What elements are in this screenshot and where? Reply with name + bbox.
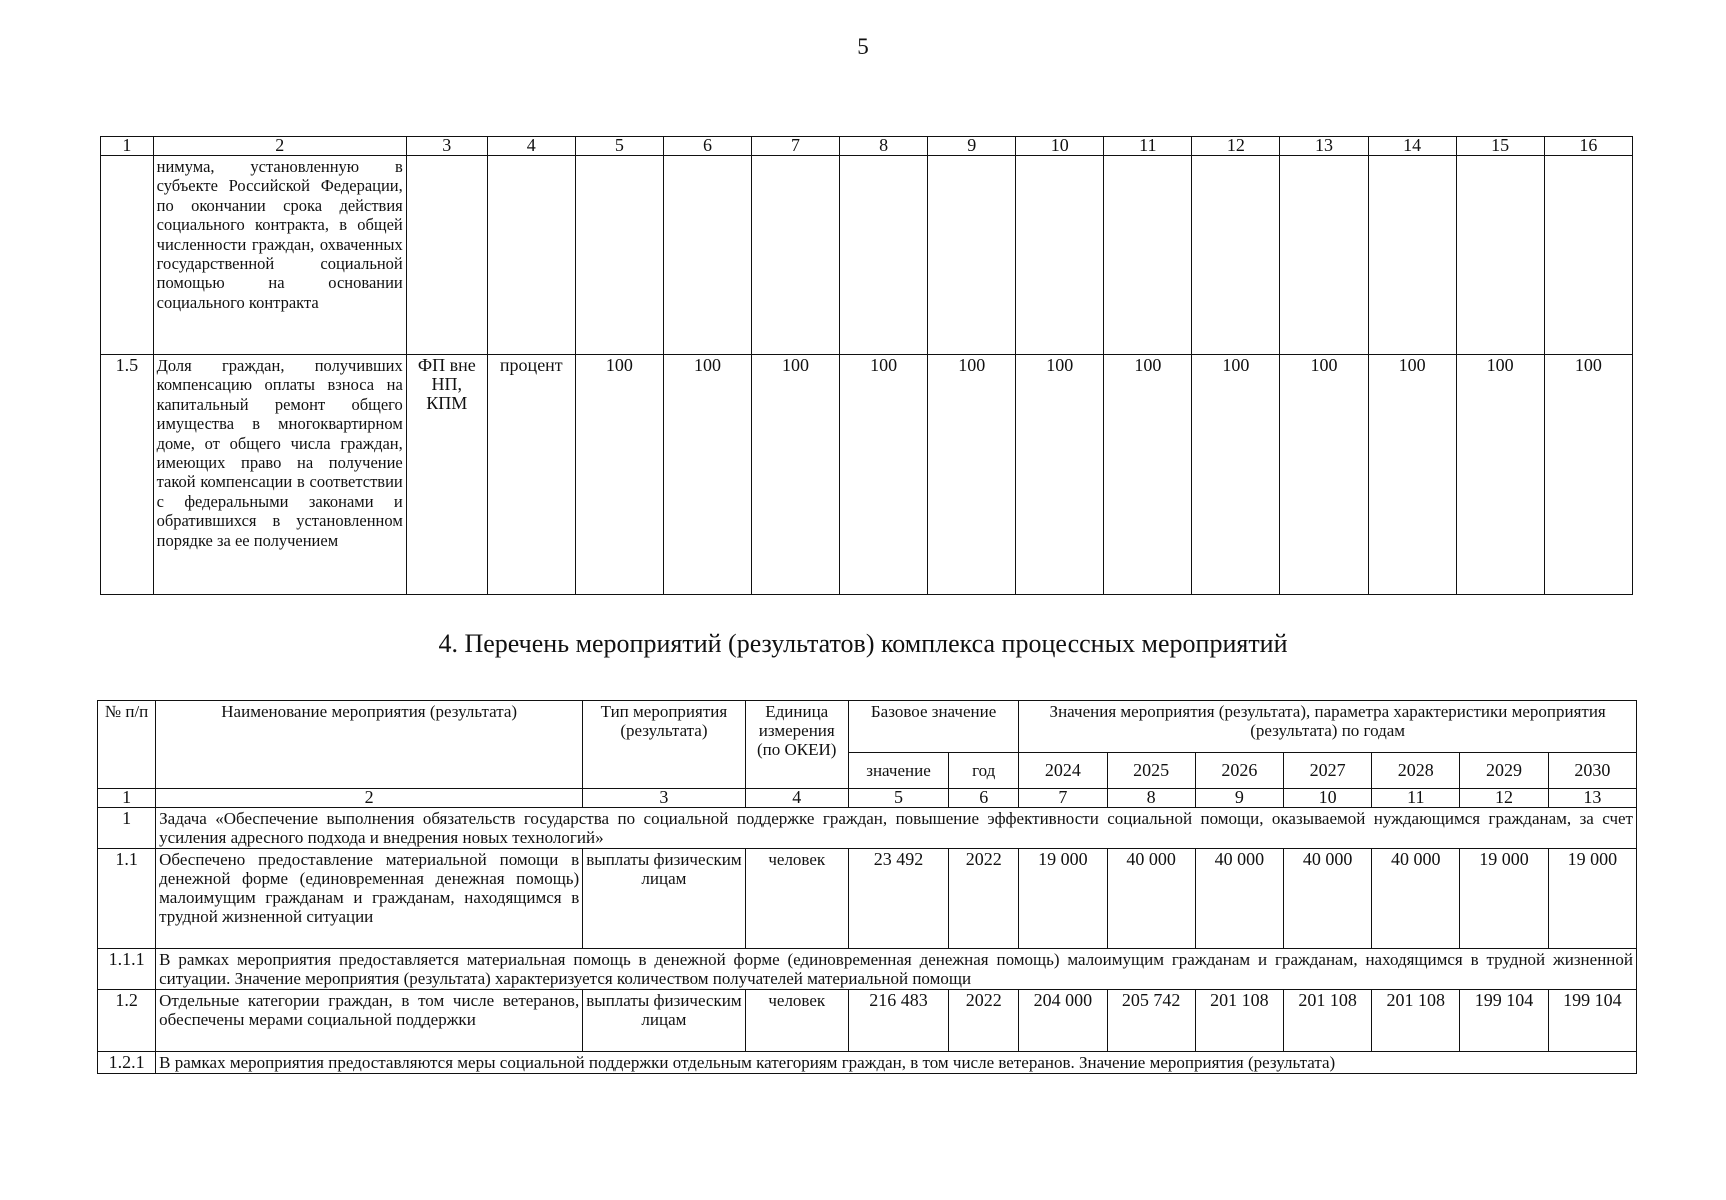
indicator-name: нимума, установленную в субъекте Российской Федерации, по окончании срока действия социального контракта, в общей численности граждан, охваченных государственной социальной помощью на основании социального контракта <box>153 156 406 355</box>
table-row <box>98 849 1637 949</box>
year-value: 40 000 <box>1107 849 1195 949</box>
column-number: 5 <box>848 789 948 808</box>
indicators-table <box>100 136 1633 595</box>
indicator-value <box>840 156 928 355</box>
column-number: 13 <box>1548 789 1636 808</box>
activity-name: Обеспечено предоставление материальной помощи в денежной форме (единовременная денежная помощь) малоимущим гражданам и гражданам, находящимся в трудной жизненной ситуации <box>156 849 583 949</box>
column-number-row <box>101 137 1633 156</box>
task-row <box>98 808 1637 849</box>
note-number: 1.2.1 <box>98 1052 156 1074</box>
column-number: 2 <box>156 789 583 808</box>
indicator-value <box>1104 156 1192 355</box>
activity-type: выплаты физическим лицам <box>583 849 745 949</box>
row-number <box>101 156 154 355</box>
header-year: 2030 <box>1548 753 1636 789</box>
column-number: 8 <box>1107 789 1195 808</box>
column-number: 4 <box>487 137 575 156</box>
year-value: 40 000 <box>1372 849 1460 949</box>
year-value: 205 742 <box>1107 990 1195 1052</box>
base-value: 216 483 <box>848 990 948 1052</box>
header-unit: Единица измерения (по ОКЕИ) <box>745 701 848 789</box>
column-number: 3 <box>406 137 487 156</box>
year-value: 19 000 <box>1019 849 1107 949</box>
column-number: 16 <box>1544 137 1632 156</box>
indicator-value: 100 <box>1368 355 1456 595</box>
column-number: 7 <box>1019 789 1107 808</box>
column-number-row <box>98 789 1637 808</box>
indicator-value: 100 <box>1104 355 1192 595</box>
indicator-source <box>406 156 487 355</box>
header-year: 2024 <box>1019 753 1107 789</box>
indicator-value <box>575 156 663 355</box>
year-value: 201 108 <box>1283 990 1371 1052</box>
indicator-value: 100 <box>928 355 1016 595</box>
activity-type: выплаты физическим лицам <box>583 990 745 1052</box>
indicator-value: 100 <box>663 355 751 595</box>
indicator-value <box>1456 156 1544 355</box>
year-value: 40 000 <box>1195 849 1283 949</box>
column-number: 14 <box>1368 137 1456 156</box>
indicator-value: 100 <box>840 355 928 595</box>
indicator-name: Доля граждан, получивших компенсацию оплаты взноса на капитальный ремонт общего имущества в многоквартирном доме, от общего числа граждан, имеющих право на получение такой компенсации в соответствии с федеральными законами и обратившихся в установленном порядке за ее получением <box>153 355 406 595</box>
indicator-unit: процент <box>487 355 575 595</box>
task-text: Задача «Обеспечение выполнения обязательств государства по социальной поддержке граждан, повышение эффективности социальной помощи, оказываемой нуждающимся гражданам, за счет усиления адресного подхода и внедрения новых технологий» <box>156 808 1637 849</box>
activity-unit: человек <box>745 849 848 949</box>
column-number: 1 <box>101 137 154 156</box>
indicator-value <box>1368 156 1456 355</box>
column-number: 6 <box>663 137 751 156</box>
base-year: 2022 <box>949 990 1019 1052</box>
column-number: 11 <box>1372 789 1460 808</box>
year-value: 19 000 <box>1460 849 1548 949</box>
header-row <box>98 701 1637 753</box>
page-number: 5 <box>857 34 869 59</box>
column-number: 8 <box>840 137 928 156</box>
header-num: № п/п <box>98 701 156 789</box>
note-row <box>98 1052 1637 1074</box>
indicator-value: 100 <box>1016 355 1104 595</box>
activities-table <box>97 700 1637 1074</box>
indicator-value <box>1192 156 1280 355</box>
table-row <box>101 156 1633 355</box>
indicator-value: 100 <box>1192 355 1280 595</box>
indicator-value: 100 <box>1280 355 1368 595</box>
header-values-title: Значения мероприятия (результата), параметра характеристики мероприятия (результата) по годам <box>1019 701 1637 753</box>
indicator-value <box>1016 156 1104 355</box>
year-value: 199 104 <box>1460 990 1548 1052</box>
column-number: 12 <box>1460 789 1548 808</box>
row-number: 1.5 <box>101 355 154 595</box>
year-value: 40 000 <box>1283 849 1371 949</box>
header-base: Базовое значение <box>848 701 1018 753</box>
table-row <box>98 990 1637 1052</box>
column-number: 6 <box>949 789 1019 808</box>
column-number: 3 <box>583 789 745 808</box>
column-number: 1 <box>98 789 156 808</box>
column-number: 12 <box>1192 137 1280 156</box>
indicator-value <box>928 156 1016 355</box>
year-value: 19 000 <box>1548 849 1636 949</box>
header-year: 2026 <box>1195 753 1283 789</box>
year-value: 201 108 <box>1195 990 1283 1052</box>
year-value: 204 000 <box>1019 990 1107 1052</box>
indicator-source: ФП вне НП, КПМ <box>406 355 487 595</box>
indicator-unit <box>487 156 575 355</box>
header-base-year: год <box>949 753 1019 789</box>
column-number: 5 <box>575 137 663 156</box>
activity-name: Отдельные категории граждан, в том числе ветеранов, обеспечены мерами социальной поддержки <box>156 990 583 1052</box>
column-number: 11 <box>1104 137 1192 156</box>
column-number: 9 <box>928 137 1016 156</box>
column-number: 4 <box>745 789 848 808</box>
task-number: 1 <box>98 808 156 849</box>
row-number: 1.1 <box>98 849 156 949</box>
activity-unit: человек <box>745 990 848 1052</box>
indicator-value: 100 <box>1544 355 1632 595</box>
header-year: 2029 <box>1460 753 1548 789</box>
header-base-value: значение <box>848 753 948 789</box>
indicator-value: 100 <box>752 355 840 595</box>
note-text: В рамках мероприятия предоставляются меры социальной поддержки отдельным категориям граждан, в том числе ветеранов. Значение мероприятия (результата) <box>156 1052 1637 1074</box>
indicator-value: 100 <box>1456 355 1544 595</box>
header-type: Тип мероприятия (результата) <box>583 701 745 789</box>
note-number: 1.1.1 <box>98 949 156 990</box>
column-number: 10 <box>1016 137 1104 156</box>
indicator-value <box>1544 156 1632 355</box>
column-number: 10 <box>1283 789 1371 808</box>
header-year: 2028 <box>1372 753 1460 789</box>
header-name: Наименование мероприятия (результата) <box>156 701 583 789</box>
column-number: 2 <box>153 137 406 156</box>
row-number: 1.2 <box>98 990 156 1052</box>
indicator-value <box>752 156 840 355</box>
column-number: 7 <box>752 137 840 156</box>
column-number: 15 <box>1456 137 1544 156</box>
section-title: 4. Перечень мероприятий (результатов) комплекса процессных мероприятий <box>438 629 1288 658</box>
indicator-value <box>1280 156 1368 355</box>
note-row <box>98 949 1637 990</box>
table-row <box>101 355 1633 595</box>
indicator-value <box>663 156 751 355</box>
base-year: 2022 <box>949 849 1019 949</box>
year-value: 199 104 <box>1548 990 1636 1052</box>
note-text: В рамках мероприятия предоставляется материальная помощь в денежной форме (единовременная денежная помощь) малоимущим гражданам и гражданам, находящимся в трудной жизненной ситуации. Значение мероприятия (результата) характеризуется количеством получателей материальной помощи <box>156 949 1637 990</box>
indicator-value: 100 <box>575 355 663 595</box>
header-year: 2027 <box>1283 753 1371 789</box>
column-number: 9 <box>1195 789 1283 808</box>
column-number: 13 <box>1280 137 1368 156</box>
header-year: 2025 <box>1107 753 1195 789</box>
year-value: 201 108 <box>1372 990 1460 1052</box>
base-value: 23 492 <box>848 849 948 949</box>
